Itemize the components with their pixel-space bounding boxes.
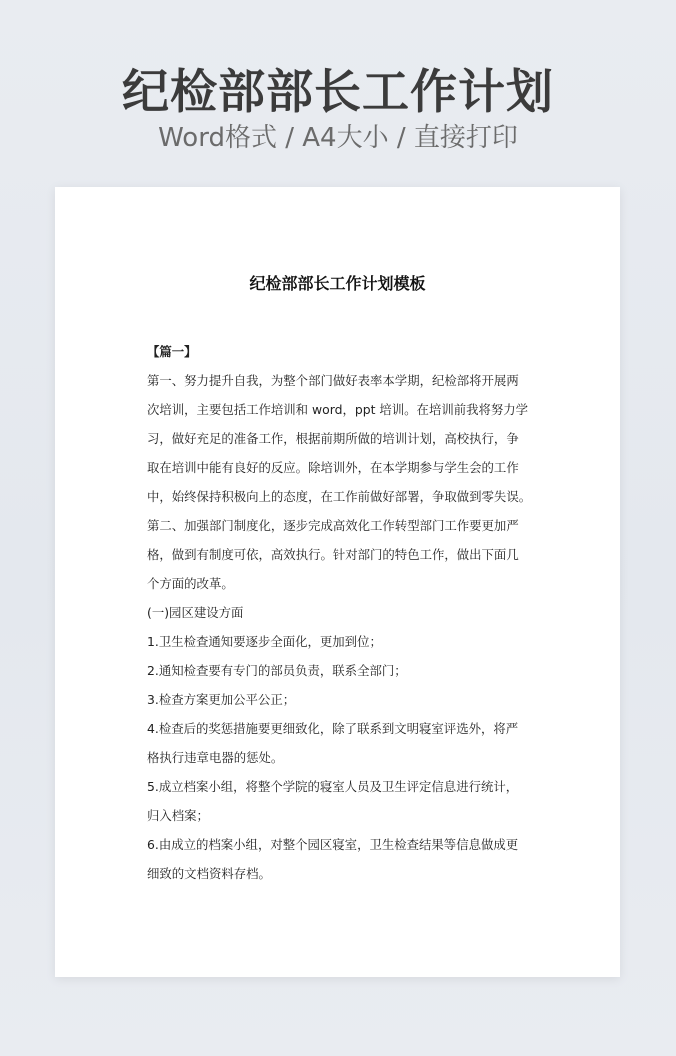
list-item-continuation: 格执行违章电器的惩处。 [147, 750, 284, 765]
body-line: 习，做好充足的准备工作，根据前期所做的培训计划，高校执行，争 [147, 431, 519, 446]
body-line: 第一、努力提升自我，为整个部门做好表率本学期，纪检部将开展两 [147, 373, 519, 388]
section-heading: 【篇一】 [147, 344, 197, 359]
subsection-heading: (一)园区建设方面 [147, 605, 244, 620]
banner-subtitle: Word格式 / A4大小 / 直接打印 [158, 123, 518, 153]
body-line: 次培训，主要包括工作培训和 word，ppt 培训。在培训前我将努力学 [147, 402, 529, 417]
list-item: 3.检查方案更加公平公正； [147, 692, 296, 707]
banner-title: 纪检部部长工作计划 [122, 65, 554, 120]
list-item: 1.卫生检查通知要逐步全面化，更加到位； [147, 634, 382, 649]
body-line: 中，始终保持积极向上的态度，在工作前做好部署，争取做到零失误。 [147, 489, 531, 504]
document-page [55, 187, 620, 977]
list-item-continuation: 细致的文档资料存档。 [147, 866, 271, 881]
document-title: 纪检部部长工作计划模板 [249, 274, 426, 293]
body-line: 第二、加强部门制度化，逐步完成高效化工作转型部门工作要更加严 [147, 518, 519, 533]
body-line: 格，做到有制度可依，高效执行。针对部门的特色工作，做出下面几 [147, 547, 519, 562]
document-body [147, 337, 531, 888]
body-line: 个方面的改革。 [147, 576, 234, 591]
list-item-continuation: 归入档案； [147, 808, 209, 823]
list-item: 6.由成立的档案小组，对整个园区寝室，卫生检查结果等信息做成更 [147, 837, 519, 852]
list-item: 2.通知检查要有专门的部员负责，联系全部门； [147, 663, 407, 678]
list-item: 5.成立档案小组，将整个学院的寝室人员及卫生评定信息进行统计， [147, 779, 519, 794]
list-item: 4.检查后的奖惩措施要更细致化，除了联系到文明寝室评选外，将严 [147, 721, 519, 736]
body-line: 取在培训中能有良好的反应。除培训外，在本学期参与学生会的工作 [147, 460, 519, 475]
